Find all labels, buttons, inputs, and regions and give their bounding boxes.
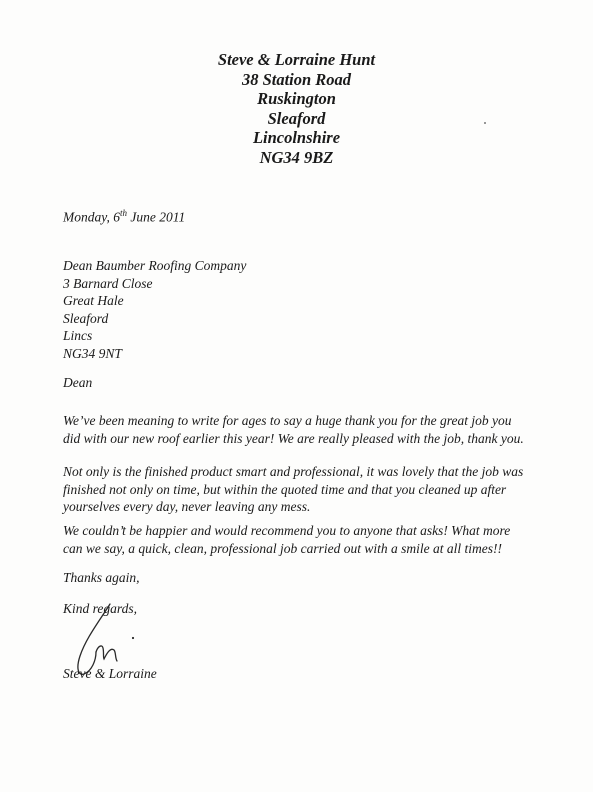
sender-village: Ruskington xyxy=(257,89,336,108)
salutation: Dean xyxy=(63,375,93,390)
body-line: Not only is the finished product smart and professional, it was lovely that the job was xyxy=(63,464,524,479)
sender-address-block xyxy=(0,50,593,167)
sender-county: Lincolnshire xyxy=(252,128,341,147)
recipient-company: Dean Baumber Roofing Company xyxy=(63,258,247,273)
body-line: We couldn’t be happier and would recommend you to anyone that asks! What more xyxy=(63,523,511,538)
date-prefix: Monday, 6 xyxy=(63,209,120,225)
recipient-postcode: NG34 9NT xyxy=(63,345,122,361)
body-line: did with our new roof earlier this year! We are really pleased with the job, thank you. xyxy=(63,430,524,446)
body-paragraph-1 xyxy=(63,412,563,447)
body-paragraph-3 xyxy=(63,522,563,557)
sender-postcode: NG34 9BZ xyxy=(259,147,334,167)
body-line: We’ve been meaning to write for ages to say a huge thank you for the great job you xyxy=(63,413,512,428)
date-suffix: June 2011 xyxy=(127,209,186,225)
sender-town: Sleaford xyxy=(267,108,326,128)
closing-thanks: Thanks again, xyxy=(63,570,140,585)
body-line: finished not only on time, but within the quoted time and that you cleaned up after xyxy=(63,481,507,497)
sender-street: 38 Station Road xyxy=(241,69,352,89)
recipient-street: 3 Barnard Close xyxy=(63,275,153,291)
body-paragraph-2 xyxy=(63,463,563,516)
recipient-county: Lincs xyxy=(63,328,93,343)
recipient-address-block xyxy=(63,257,246,362)
sender-name: Steve & Lorraine Hunt xyxy=(217,50,376,69)
closing-regards: Kind regards, xyxy=(63,601,138,616)
recipient-village: Great Hale xyxy=(63,293,124,308)
date-ordinal: th xyxy=(120,208,128,218)
letter-date xyxy=(63,208,185,226)
closing-signoff: Steve & Lorraine xyxy=(63,666,157,681)
recipient-town: Sleaford xyxy=(63,310,109,326)
body-line: yourselves every day, never leaving any mess. xyxy=(63,499,311,514)
body-line: can we say, a quick, clean, professional job carried out with a smile at all times!! xyxy=(63,540,502,556)
